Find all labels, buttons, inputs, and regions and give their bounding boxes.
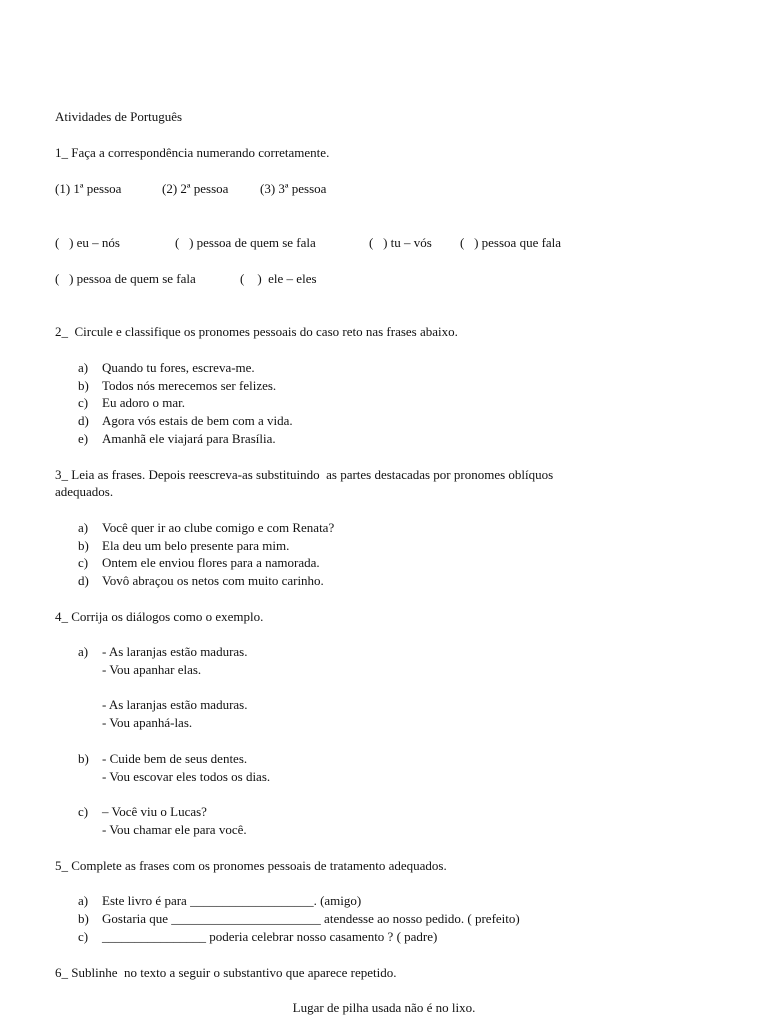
list-item: Todos nós merecemos ser felizes. [102, 378, 277, 393]
q1-option-3: (3) 3ª pessoa [260, 181, 327, 196]
q1-match-item: ( ) pessoa de quem se fala [55, 271, 196, 286]
page-title: Atividades de Português [55, 109, 183, 124]
dialog-line: - Vou chamar ele para você. [102, 822, 247, 837]
list-item: Vovô abraçou os netos com muito carinho. [102, 573, 324, 588]
question-1-heading: 1_ Faça a correspondência numerando corretamente. [55, 145, 330, 160]
list-item: Ela deu um belo presente para mim. [102, 538, 290, 553]
question-3-heading: 3_ Leia as frases. Depois reescreva-as substituindo as partes destacadas por pronomes oblíquos [55, 467, 554, 482]
question-5-heading: 5_ Complete as frases com os pronomes pessoais de tratamento adequados. [55, 858, 447, 873]
list-item: Ontem ele enviou flores para a namorada. [102, 555, 320, 570]
question-2-heading: 2_ Circule e classifique os pronomes pessoais do caso reto nas frases abaixo. [55, 324, 458, 339]
q1-match-item: ( ) pessoa que fala [460, 235, 562, 250]
list-item-label: a) [78, 644, 89, 659]
list-item-label: c) [78, 929, 89, 944]
list-item-label: a) [78, 360, 89, 375]
list-item-label: b) [78, 378, 89, 393]
list-item-label: d) [78, 573, 89, 588]
dialog-line: - Cuide bem de seus dentes. [102, 751, 248, 766]
list-item: Eu adoro o mar. [102, 395, 186, 410]
list-item-label: b) [78, 911, 89, 926]
dialog-line: - Vou escovar eles todos os dias. [102, 769, 271, 784]
q1-match-item: ( ) tu – vós [369, 235, 432, 250]
q1-match-item: ( ) ele – eles [240, 271, 317, 286]
q1-match-item: ( ) pessoa de quem se fala [175, 235, 316, 250]
list-item-label: c) [78, 395, 89, 410]
list-item: Este livro é para ___________________. (amigo) [102, 893, 362, 908]
text-title: Lugar de pilha usada não é no lixo. [292, 1000, 476, 1015]
dialog-line: - As laranjas estão maduras. [102, 644, 248, 659]
question-6-heading: 6_ Sublinhe no texto a seguir o substantivo que aparece repetido. [55, 965, 397, 980]
dialog-line: – Você viu o Lucas? [102, 804, 207, 819]
list-item-label: e) [78, 431, 89, 446]
q1-option-1: (1) 1ª pessoa [55, 181, 122, 196]
list-item-label: b) [78, 538, 89, 553]
list-item: Agora vós estais de bem com a vida. [102, 413, 293, 428]
list-item: ________________ poderia celebrar nosso casamento ? ( padre) [102, 929, 438, 944]
list-item-label: c) [78, 555, 89, 570]
list-item-label: c) [78, 804, 89, 819]
q1-match-item: ( ) eu – nós [55, 235, 120, 250]
list-item-label: d) [78, 413, 89, 428]
dialog-line: - Vou apanhar elas. [102, 662, 202, 677]
question-3-heading-cont: adequados. [55, 484, 114, 499]
list-item: Amanhã ele viajará para Brasília. [102, 431, 276, 446]
list-item: Gostaria que _______________________ atendesse ao nosso pedido. ( prefeito) [102, 911, 520, 926]
q1-option-2: (2) 2ª pessoa [162, 181, 229, 196]
list-item: Quando tu fores, escreva-me. [102, 360, 255, 375]
list-item-label: b) [78, 751, 89, 766]
dialog-line: - As laranjas estão maduras. [102, 697, 248, 712]
dialog-line: - Vou apanhá-las. [102, 715, 193, 730]
list-item-label: a) [78, 520, 89, 535]
list-item: Você quer ir ao clube comigo e com Renata? [102, 520, 335, 535]
list-item-label: a) [78, 893, 89, 908]
question-4-heading: 4_ Corrija os diálogos como o exemplo. [55, 609, 264, 624]
